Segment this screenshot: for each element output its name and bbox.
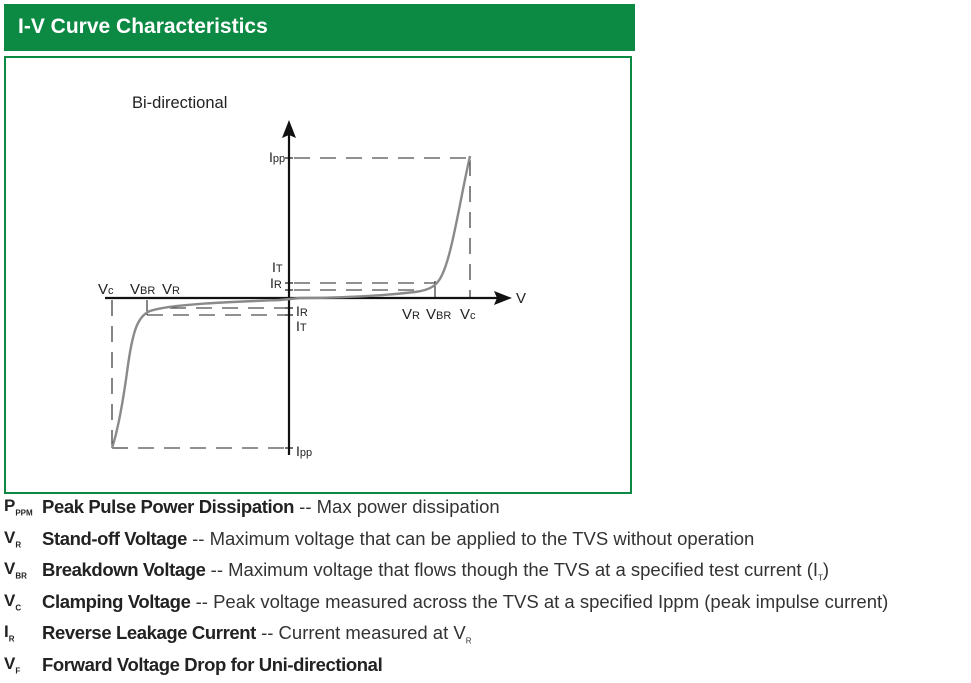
definition-text: -- Peak voltage measured across the TVS at a specified Ippm (peak impulse current)	[190, 591, 889, 612]
label-ipp-top: Ipp	[269, 149, 286, 165]
label-vbr-left: VBR	[130, 281, 156, 298]
definition-term: Breakdown Voltage	[42, 559, 206, 580]
iv-curve	[112, 156, 470, 448]
page-title: I-V Curve Characteristics	[18, 15, 268, 38]
label-ir-top: IR	[270, 275, 282, 291]
dashed-guides	[112, 158, 470, 448]
label-vr-right: VR	[402, 306, 420, 323]
iv-curve-diagram	[0, 0, 640, 500]
definition-text: -- Current measured at $V_R$	[255, 622, 472, 646]
label-it-bottom: IT	[296, 318, 307, 334]
label-vbr-right: VBR	[426, 306, 452, 323]
label-vc-right: Vc	[460, 306, 476, 323]
label-ipp-bottom: Ipp	[296, 443, 313, 459]
label-v-axis: V	[516, 290, 527, 307]
definition-term: Stand-off Voltage	[42, 528, 187, 549]
label-ir-bottom: IR	[296, 303, 308, 319]
definition-symbol: $I_R$	[4, 622, 15, 644]
definition-text: -- Max power dissipation	[294, 496, 500, 517]
definition-symbol: $V_R$	[4, 528, 22, 550]
definition-term: Clamping Voltage	[42, 591, 191, 612]
definition-text: -- Maximum voltage that flows though the TVS at a specified test current $(I_T)$	[205, 559, 830, 583]
iv-diagram-frame	[4, 56, 632, 494]
definition-term: Forward Voltage Drop for Uni-directional	[42, 654, 383, 675]
definition-term: Peak Pulse Power Dissipation	[42, 496, 295, 517]
diagram-subtitle: Bi-directional	[132, 94, 228, 112]
definition-text: -- Maximum voltage that can be applied to the TVS without operation	[186, 528, 755, 549]
definition-term: Reverse Leakage Current	[42, 622, 256, 643]
label-vr-left: VR	[162, 281, 180, 298]
definition-symbol: $V_C$	[4, 591, 22, 613]
label-vc-left: Vc	[98, 281, 114, 298]
label-it-top: IT	[272, 259, 283, 275]
definition-symbol: $V_{BR}$	[4, 559, 27, 581]
definition-symbol: $P_{PPM}$	[4, 496, 33, 518]
definition-symbol: $V_F$	[4, 654, 21, 676]
